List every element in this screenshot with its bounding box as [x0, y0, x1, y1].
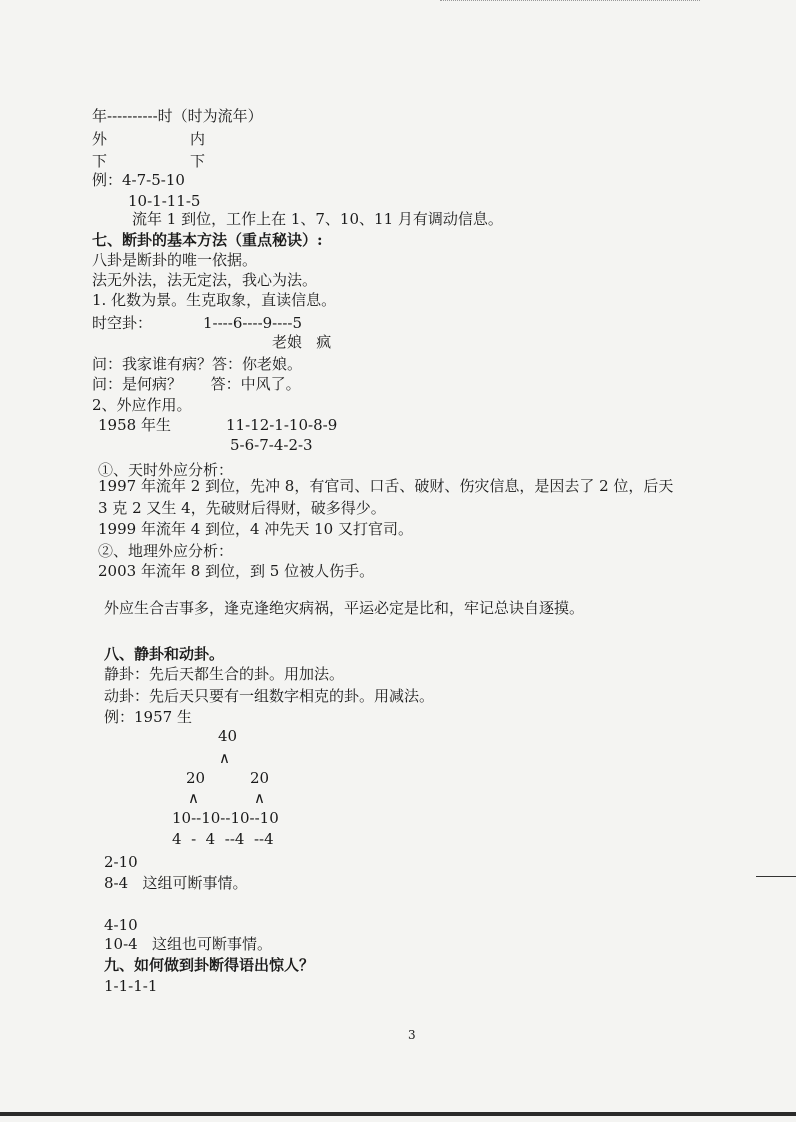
tree-caret: ∧ [188, 789, 199, 807]
tree-node: 20 [250, 769, 270, 787]
text-line: 2-10 [104, 853, 138, 871]
text-line: 问：我家谁有病？答：你老娘。 [92, 355, 303, 373]
text-line: 4-10 [104, 916, 138, 934]
text-line: 2003 年流年 8 到位，到 5 位被人伤手。 [98, 562, 375, 580]
text-line: 10-1-11-5 [128, 192, 201, 210]
text-line: 3 克 2 又生 4，先破财后得财，破多得少。 [98, 499, 386, 517]
text-line: 1958 年生 [98, 416, 171, 434]
text-line: 内 [190, 130, 206, 148]
tree-node: 20 [186, 769, 206, 787]
scan-artifact-rule [756, 876, 796, 877]
tree-caret: ∧ [254, 789, 265, 807]
text-line: 下 [190, 152, 206, 170]
text-line: 问：是何病？ 答：中风了。 [92, 375, 301, 393]
tree-node: 40 [218, 727, 238, 745]
text-line: 例：4-7-5-10 [92, 171, 185, 189]
text-line: 1-1-1-1 [104, 977, 158, 995]
text-line: 年----------时（时为流年） [92, 107, 263, 125]
text-line: 例：1957 生 [104, 708, 192, 726]
section-heading: 八、静卦和动卦。 [104, 645, 225, 663]
text-line: 八卦是断卦的唯一依据。 [92, 251, 258, 269]
text-line: 外 [92, 130, 108, 148]
section-heading: 九、如何做到卦断得语出惊人？ [104, 956, 315, 974]
tree-caret: ∧ [219, 749, 230, 767]
text-line: 8-4 这组可断事情。 [104, 874, 248, 892]
text-line: 法无外法，法无定法，我心为法。 [92, 271, 318, 289]
text-line: 静卦：先后天都生合的卦。用加法。 [104, 665, 345, 683]
text-line: 动卦：先后天只要有一组数字相克的卦。用减法。 [104, 687, 435, 705]
text-line: 时空卦： [92, 314, 153, 332]
text-line: 下 [92, 152, 108, 170]
text-line: ②、地理外应分析： [98, 542, 234, 560]
text-line: 老娘 疯 [272, 333, 332, 351]
tree-row: 10--10--10--10 [172, 809, 279, 827]
text-line: 1999 年流年 4 到位，4 冲先天 10 又打官司。 [98, 520, 413, 538]
page-number: 3 [408, 1028, 416, 1042]
text-line: 11-12-1-10-8-9 [226, 416, 338, 434]
tree-row: 4 - 4 --4 --4 [172, 830, 274, 848]
text-line: 1997 年流年 2 到位，先冲 8，有官司、口舌、破财、伤灾信息，是因去了 2 位，后天 [98, 477, 674, 495]
text-line: 1. 化数为景。生克取象，直读信息。 [92, 291, 337, 309]
text-line: 10-4 这组也可断事情。 [104, 935, 273, 953]
scan-artifact-top [440, 0, 700, 5]
text-line: 1----6----9----5 [203, 314, 302, 332]
text-line: ①、天时外应分析： [98, 461, 234, 479]
text-line: 5-6-7-4-2-3 [230, 436, 313, 454]
text-line: 2、外应作用。 [92, 396, 192, 414]
text-line: 流年 1 到位，工作上在 1、7、10、11 月有调动信息。 [132, 210, 503, 228]
scan-artifact-bottom [0, 1112, 796, 1116]
text-line: 外应生合吉事多，逢克逢绝灾病祸，平运必定是比和，牢记总诀自逐摸。 [104, 599, 585, 617]
section-heading: 七、断卦的基本方法（重点秘诀）: [92, 231, 323, 249]
